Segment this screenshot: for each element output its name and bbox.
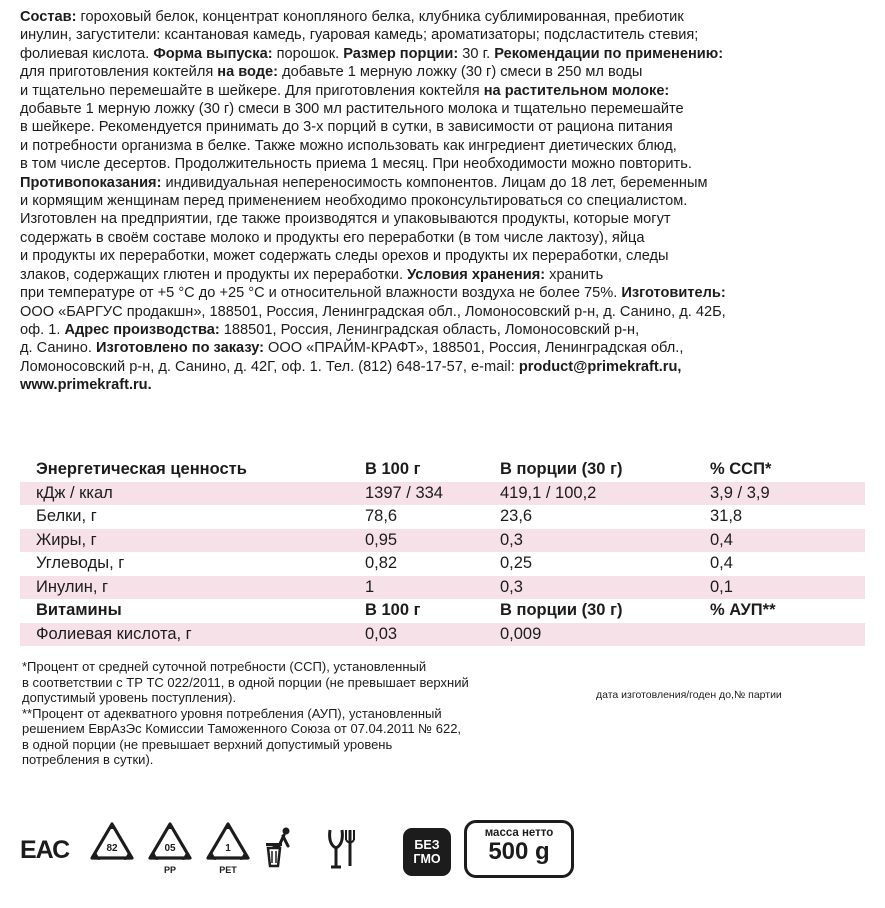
table-header-row — [20, 599, 865, 623]
composition-line — [20, 63, 870, 81]
nutrition-table — [20, 458, 865, 646]
composition-heading: Изготовитель: — [621, 285, 726, 302]
composition-segment: хранить — [545, 266, 604, 283]
footnote-line: **Процент от адекватного уровня потребления (АУП), установленный — [22, 705, 442, 721]
table-cell: 31,8 — [710, 507, 743, 525]
table-row — [20, 623, 865, 647]
table-cell: 0,3 — [500, 530, 523, 549]
table-cell: 0,25 — [500, 554, 533, 572]
table-row — [20, 552, 865, 576]
table-row — [20, 576, 865, 600]
table-cell: 1397 / 334 — [365, 483, 443, 502]
composition-line — [20, 358, 870, 376]
composition-line — [20, 8, 870, 26]
composition-heading: Рекомендации по применению: — [494, 45, 724, 62]
composition-segment: и потребности организма в белке. Также можно использовать как ингредиент диетических блюд, — [20, 137, 677, 154]
footnotes — [22, 659, 582, 768]
composition-segment: Изготовлен на предприятии, где также производятся и упаковываются продукты, которые могут — [20, 211, 671, 228]
table-header-row — [20, 458, 865, 482]
recycle-pp-icon — [146, 820, 194, 878]
composition-segment: фолиевая кислота. — [20, 45, 154, 62]
table-cell: 0,1 — [710, 577, 733, 596]
recycle-pp-label: PP — [163, 865, 177, 875]
composition-line — [20, 137, 870, 155]
footnote-line: *Процент от средней суточной потребности (ССП), установленный — [22, 659, 427, 674]
gmo-line-1: БЕЗ — [414, 838, 440, 852]
composition-line — [20, 192, 870, 210]
footnote-line: решением ЕврАзЭс Комиссии Таможенного Союза от 07.04.2011 № 622, — [22, 721, 462, 736]
table-cell: 1 — [365, 577, 375, 596]
composition-segment: гороховый белок, концентрат конопляного белка, клубника сублимированная, пребиотик — [76, 9, 684, 25]
table-cell: В 100 г — [365, 460, 421, 478]
composition-line — [20, 266, 870, 284]
table-cell: Витамины — [36, 601, 122, 619]
marking-icons — [20, 820, 580, 880]
composition-segment: д. Санино. — [20, 340, 96, 357]
composition-line — [20, 339, 870, 357]
composition-line — [20, 45, 870, 63]
eac-mark-icon: ЕАС — [20, 836, 70, 864]
composition-segment: ООО «БАРГУС продакшн», 188501, Россия, Ленинградская обл., Ломоносовский р-н, д. Санино, д. 42Б, — [20, 303, 726, 320]
composition-segment: 188501, Россия, Ленинградская область, Ломоносовский р-н, — [219, 321, 640, 338]
composition-line — [20, 284, 870, 302]
recycle-pet-label: PET — [219, 865, 237, 875]
composition-segment: и кормящим женщинам перед применением необходимо проконсультироваться со специалистом. — [20, 193, 688, 210]
composition-line — [20, 155, 870, 173]
gmo-free-icon — [403, 828, 451, 876]
table-cell: 0,009 — [500, 624, 542, 643]
composition-heading: Противопоказания: — [20, 174, 162, 191]
table-cell: 0,4 — [710, 554, 733, 572]
composition-segment: Ломоносовский р-н, д. Санино, д. 42Г, оф. 1. Тел. (812) 648-17-57, e-mail: — [20, 358, 519, 375]
table-cell: % АУП** — [710, 601, 776, 619]
gmo-line-2: ГМО — [413, 852, 441, 866]
net-weight-label: масса нетто — [484, 827, 554, 839]
table-cell: 419,1 / 100,2 — [500, 483, 597, 502]
food-contact-icon — [326, 826, 366, 872]
composition-heading: Условия хранения: — [407, 266, 546, 283]
recycle-pp-num: 05 — [164, 843, 176, 854]
footnote-line: потребления в сутки). — [22, 752, 154, 767]
table-cell: Белки, г — [36, 507, 97, 525]
composition-heading: Состав: — [20, 9, 77, 25]
composition-line — [20, 210, 870, 228]
composition-segment: ООО «ПРАЙМ-КРАФТ», 188501, Россия, Ленинградская обл., — [264, 340, 684, 357]
table-cell: В порции (30 г) — [500, 601, 623, 619]
table-cell: кДж / ккал — [36, 483, 113, 502]
composition-segment: 30 г. — [458, 45, 495, 62]
composition-segment: индивидуальная непереносимость компонентов. Лицам до 18 лет, беременным — [161, 174, 708, 191]
composition-heading: на воде: — [217, 64, 279, 81]
composition-line — [20, 82, 870, 100]
composition-heading: Форма выпуска: — [153, 45, 273, 62]
composition-line — [20, 303, 870, 321]
table-cell: 0,82 — [365, 554, 398, 572]
composition-segment: для приготовления коктейля — [20, 64, 218, 81]
composition-line — [20, 118, 870, 136]
footnote-line: в одной порции (не превышает верхний допустимый уровень — [22, 736, 393, 752]
composition-heading: product@primekraft.ru, — [518, 358, 682, 375]
composition-text — [20, 8, 870, 395]
table-row — [20, 482, 865, 506]
net-weight-value: 500 g — [488, 838, 550, 865]
table-cell: 0,4 — [710, 530, 733, 549]
table-cell: % ССП* — [710, 460, 772, 478]
composition-line — [20, 321, 870, 339]
composition-segment: добавьте 1 мерную ложку (30 г) смеси в 300 мл растительного молока и тщательно перемешайте — [20, 101, 684, 118]
composition-segment: порошок. — [272, 45, 344, 62]
recycle-pet-num: 1 — [225, 843, 231, 854]
recycle-82-icon — [88, 820, 136, 870]
composition-segment: в том числе десертов. Продолжительность приема 1 месяц. При необходимости можно повторить. — [20, 156, 692, 173]
recycle-82-num: 82 — [106, 843, 118, 854]
composition-heading: Размер порции: — [343, 45, 459, 62]
recycle-pet-icon — [204, 820, 252, 878]
composition-segment: и тщательно перемешайте в шейкере. Для приготовления коктейля — [20, 82, 484, 99]
composition-segment: оф. 1. — [20, 321, 65, 338]
composition-heading: www.primekraft.ru. — [20, 377, 152, 394]
table-cell: В порции (30 г) — [500, 460, 623, 478]
composition-line — [20, 247, 870, 265]
table-cell: В 100 г — [365, 601, 421, 619]
net-weight-badge — [464, 820, 574, 878]
composition-line — [20, 229, 870, 247]
table-cell: Инулин, г — [36, 577, 109, 596]
trash-bin-icon — [260, 826, 300, 872]
composition-segment: инулин, загустители: ксантановая камедь, гуаровая камедь; ароматизаторы; подсластитель стевия; — [20, 27, 699, 44]
composition-heading: Адрес производства: — [64, 321, 220, 338]
table-cell: 0,03 — [365, 624, 398, 643]
composition-line — [20, 100, 870, 118]
composition-line — [20, 376, 870, 394]
footnote-line: в соответствии с ТР ТС 022/2011, в одной порции (не превышает верхний — [22, 674, 469, 690]
table-row — [20, 529, 865, 553]
composition-segment: добавьте 1 мерную ложку (30 г) смеси в 250 мл воды — [278, 64, 643, 81]
table-cell: 23,6 — [500, 507, 533, 525]
table-cell: Энергетическая ценность — [36, 460, 247, 478]
table-cell: 3,9 / 3,9 — [710, 483, 770, 502]
composition-segment: содержать в своём составе молоко и продукты его переработки (в том числе лактозу), яйца — [20, 229, 645, 246]
composition-segment: и продукты их переработки, может содержать следы орехов и продукты их переработки, следы — [20, 248, 669, 265]
composition-segment: злаков, содержащих глютен и продукты их переработки. — [20, 266, 408, 283]
table-cell: Жиры, г — [36, 530, 97, 549]
composition-segment: в шейкере. Рекомендуется принимать до 3-х порций в сутки, в зависимости от рациона питания — [20, 119, 673, 136]
table-row — [20, 505, 865, 529]
footnote-line: допустимый уровень поступления). — [22, 690, 237, 705]
table-cell: Фолиевая кислота, г — [36, 624, 192, 643]
composition-heading: на растительном молоке: — [483, 82, 670, 99]
composition-heading: Изготовлено по заказу: — [95, 340, 264, 357]
composition-line — [20, 26, 870, 44]
table-cell: Углеводы, г — [36, 554, 125, 572]
composition-segment: при температуре от +5 °С до +25 °С и относительной влажности воздуха не более 75%. — [20, 285, 622, 302]
date-batch-label: дата изготовления/годен до,№ партии — [596, 689, 782, 701]
table-cell: 78,6 — [365, 507, 398, 525]
composition-line — [20, 174, 870, 192]
table-cell: 0,95 — [365, 530, 398, 549]
table-cell: 0,3 — [500, 577, 523, 596]
